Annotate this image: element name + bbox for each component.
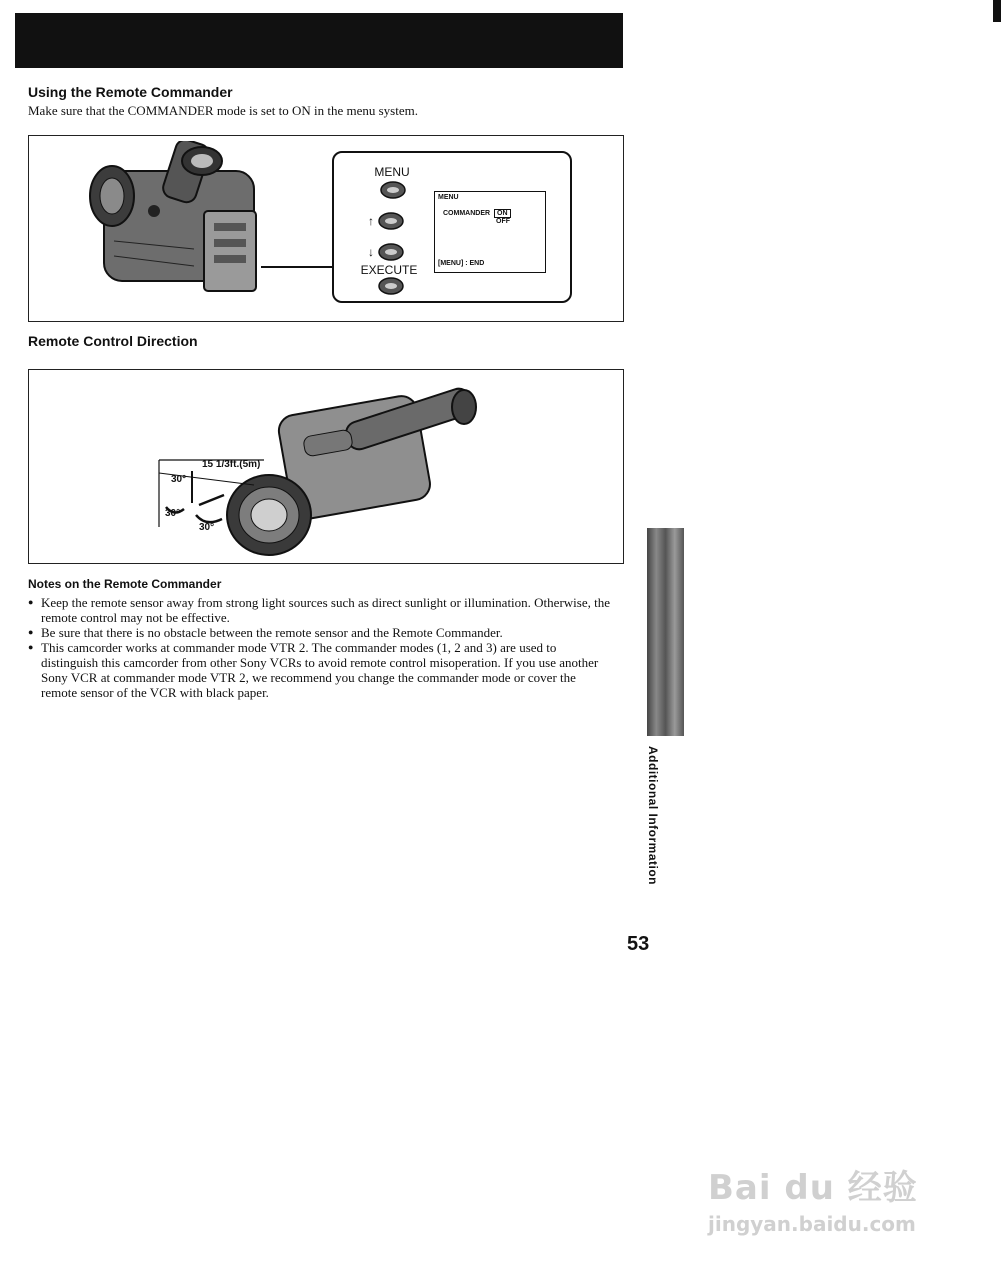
figure-remote-direction: [28, 369, 624, 564]
note-item: ● Be sure that there is no obstacle between the remote sensor and the Remote Commander.: [28, 625, 610, 640]
watermark-logo: Bai du 经验: [708, 1168, 918, 1208]
screen-item-commander: COMMANDER: [443, 210, 491, 217]
corner-mark: [993, 0, 1001, 22]
up-button-icon: [376, 211, 406, 231]
up-arrow-label: ↑: [368, 214, 374, 228]
notes-list: [28, 595, 610, 700]
section-title-remote-direction: Remote Control Direction: [28, 333, 198, 349]
menu-screen: [434, 191, 546, 273]
note-item: ● This camcorder works at commander mode VTR 2. The commander modes (1, 2 and 3) are used to distinguish this camcorder from other Sony VCRs to avoid remote control misoperation. If you use another Sony VCR at commander mode VTR 2, we recommend you change the commander mode or cover the remote sensor of the VCR with black paper.: [28, 640, 610, 700]
distance-label: 15 1/3ft.(5m): [202, 459, 261, 470]
screen-option-on: ON: [494, 209, 511, 218]
angle-top-label: 30°: [171, 474, 187, 485]
section-tab-label: Additional Information: [646, 746, 660, 885]
camcorder-side-illustration: [84, 141, 274, 313]
menu-button-icon: [378, 180, 408, 200]
figure-menu-setting: [28, 135, 624, 322]
execute-button-icon: [376, 276, 406, 296]
section-intro: Make sure that the COMMANDER mode is set to ON in the menu system.: [28, 103, 418, 118]
header-bar: [15, 13, 623, 68]
screen-title: MENU: [438, 194, 459, 201]
section-title-remote-commander: Using the Remote Commander: [28, 84, 233, 100]
page-number: 53: [627, 933, 650, 955]
section-tab-marker: [647, 528, 684, 736]
screen-option-off: OFF: [496, 218, 510, 225]
menu-label: MENU: [374, 165, 410, 179]
notes-title: Notes on the Remote Commander: [28, 577, 222, 591]
note-item: ● Keep the remote sensor away from strong light sources such as direct sunlight or illumination. Otherwise, the remote control may not be effective.: [28, 595, 610, 625]
watermark-url: jingyan.baidu.com: [708, 1212, 916, 1236]
down-button-icon: [376, 242, 406, 262]
screen-footer: [MENU] : END: [438, 260, 485, 267]
angle-left-label: 30°: [165, 508, 181, 519]
execute-label: EXECUTE: [360, 263, 418, 277]
angle-bottom-label: 30°: [199, 522, 215, 533]
down-arrow-label: ↓: [368, 245, 374, 259]
callout-line: [261, 266, 333, 268]
menu-panel: [332, 151, 572, 303]
